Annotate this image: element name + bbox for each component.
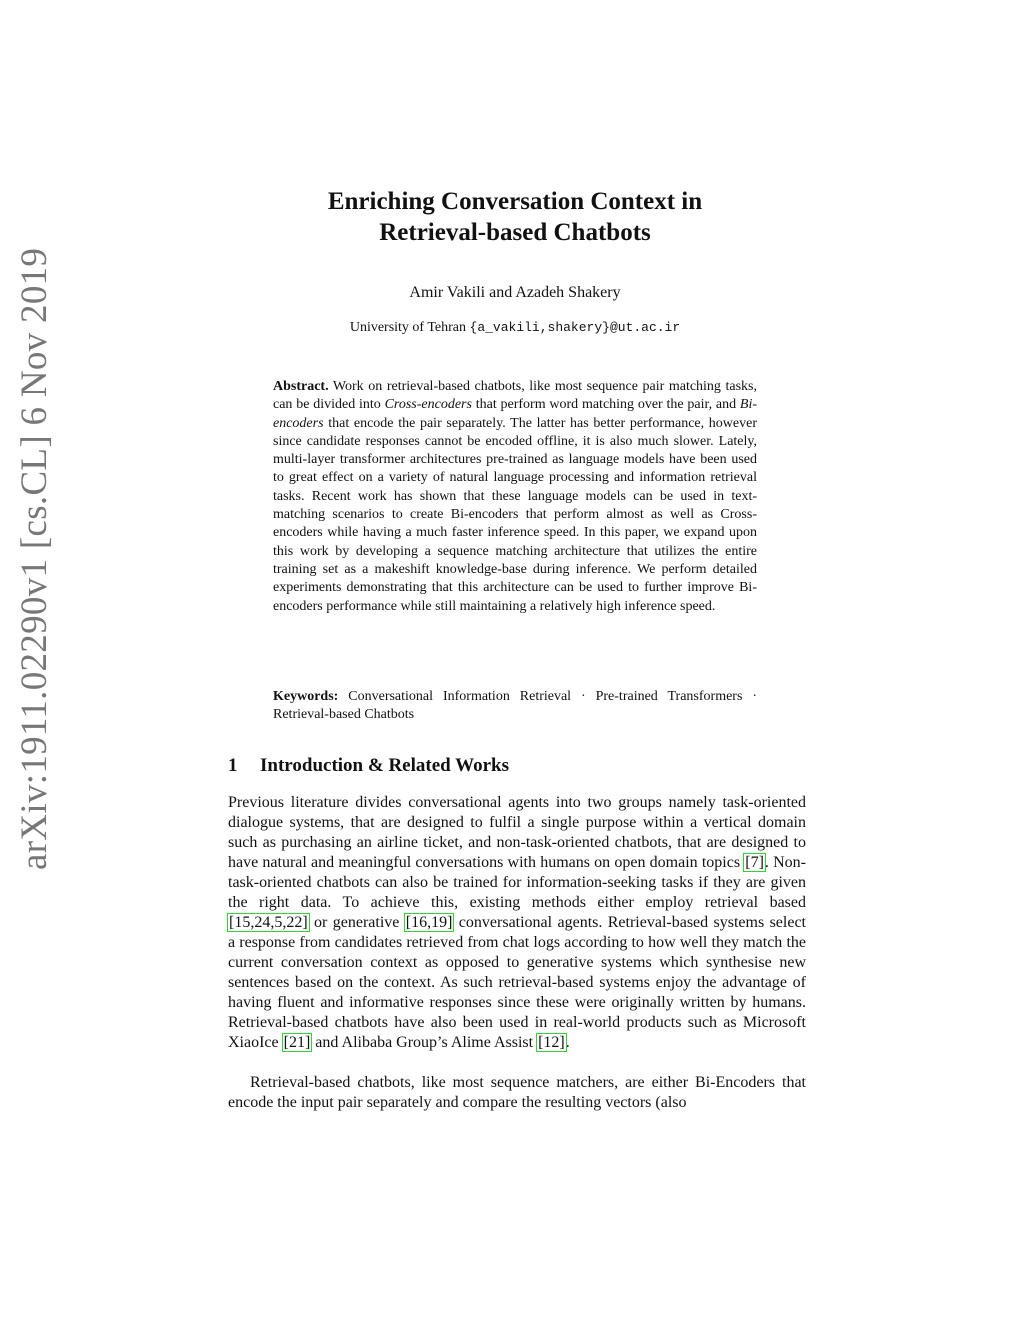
citation-link[interactable]: [12] [538, 1034, 565, 1051]
intro-paragraph-2: Retrieval-based chatbots, like most sequence matchers, are either Bi-Encoders that encode the input pair separately and compare the resulting vectors (also [228, 1074, 806, 1111]
citation-link[interactable]: [7] [745, 854, 764, 871]
title-line-2: Retrieval-based Chatbots [379, 219, 651, 246]
section-title: Introduction & Related Works [260, 755, 509, 776]
abstract-emph-2: Bi-encoders [273, 397, 757, 431]
abstract-text-2: that perform word matching over the pair, and [471, 397, 740, 413]
keywords [273, 688, 757, 725]
email[interactable]: {a_vakili,shakery}@ut.ac.ir [469, 320, 681, 335]
abstract-label: Abstract. [273, 379, 329, 394]
citation-link[interactable]: [15,24,5,22] [229, 914, 308, 931]
keywords-label: Keywords: [273, 689, 339, 704]
para1-text-1: Previous literature divides conversational agents into two groups namely task-oriented dialogue systems, that are designed to fulfil a single purpose within a vertical domain such as purchasing an airline ticket, and non-task-oriented chatbots, that are designed to have natural and meaningful conversations with humans on open domain topics [228, 794, 806, 871]
para1-text-4: conversational agents. Retrieval-based systems select a response from candidates retrieved from chat logs according to how well they match the current conversation context as opposed to generative systems which synthesise new sentences based on the context. As such retrieval-based systems enjoy the advantage of having fluent and informative responses since these were originally written by humans. Retrieval-based chatbots have also been used in real-world products such as Microsoft XiaoIce [228, 914, 806, 1051]
para1-text-5: and Alibaba Group’s Alime Assist [311, 1034, 538, 1051]
authors: Amir Vakili and Azadeh Shakery [409, 284, 621, 301]
arxiv-side-stamp: arXiv:1911.02290v1 [cs.CL] 6 Nov 2019 [14, 247, 55, 870]
title-line-1: Enriching Conversation Context in [327, 188, 703, 215]
citation-link[interactable]: [16,19] [405, 914, 453, 931]
keywords-text: Conversational Information Retrieval · Pre-trained Transformers · Retrieval-based Chatbots [273, 689, 757, 723]
section-number: 1 [228, 755, 238, 776]
para1-text-3: or generative [308, 914, 405, 931]
intro-paragraph-1 [228, 793, 806, 1053]
paper-title [210, 186, 820, 248]
affiliation-line [210, 320, 820, 336]
para1-text-2: . Non-task-oriented chatbots can also be trained for information-seeking tasks if they are given the right data. To achieve this, existing methods either employ retrieval based [228, 854, 806, 911]
abstract [273, 378, 757, 616]
citation-link[interactable]: [21] [283, 1034, 311, 1051]
affiliation: University of Tehran [349, 320, 467, 335]
abstract-emph-1: Cross-encoders [384, 397, 472, 413]
abstract-text-1: Work on retrieval-based chatbots, like most sequence pair matching tasks, can be divided into [273, 379, 757, 413]
abstract-text-3: that encode the pair separately. The latter has better performance, however since candidate responses cannot be encoded offline, it is also much slower. Lately, multi-layer transformer architectures pre-trained as language models have been used to great effect on a variety of natural language processing and information retrieval tasks. Recent work has shown that these language models can be used in text-matching scenarios to create Bi-encoders that perform almost as well as Cross-encoders while having a much faster inference speed. In this paper, we expand upon this work by developing a sequence matching architecture that utilizes the entire training set as a makeshift knowledge-base during inference. We perform detailed experiments demonstrating that this architecture can be used to further improve Bi-encoders performance while still maintaining a relatively high inference speed. [273, 415, 757, 614]
section-heading [228, 755, 509, 777]
para1-text-6: . [565, 1034, 570, 1051]
